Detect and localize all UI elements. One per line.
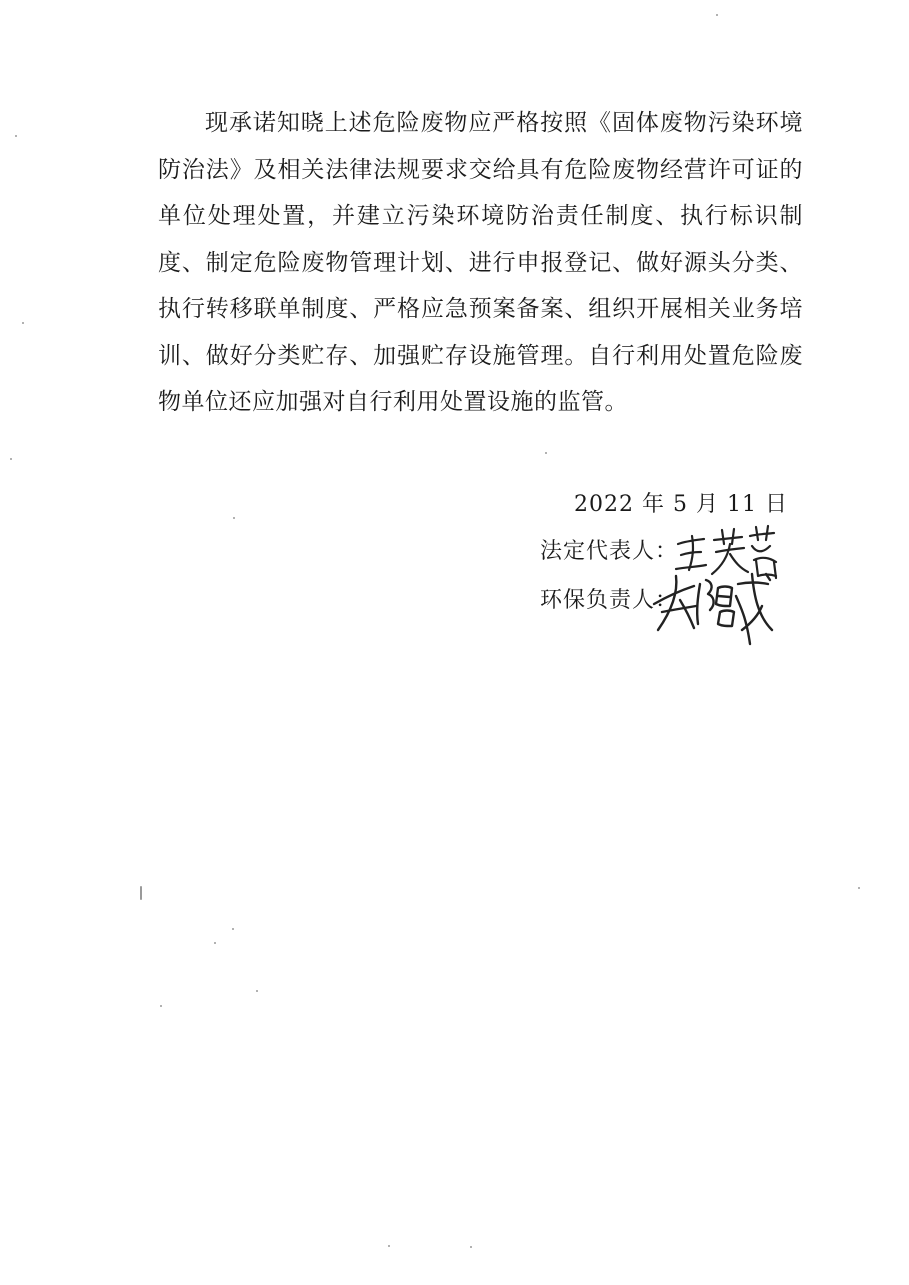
environmental-manager-signature bbox=[650, 566, 780, 646]
environmental-manager-label: 环保负责人： bbox=[540, 588, 679, 613]
scan-speck bbox=[22, 322, 24, 324]
scan-speck bbox=[160, 1005, 162, 1007]
scan-speck bbox=[232, 928, 234, 930]
scan-speck bbox=[858, 887, 860, 889]
signing-date: 2022 年 5 月 11 日 bbox=[574, 492, 788, 517]
scan-speck bbox=[233, 517, 235, 519]
legal-representative-label: 法定代表人： bbox=[540, 539, 679, 564]
commitment-paragraph: 现承诺知晓上述危险废物应严格按照《固体废物污染环境防治法》及相关法律法规要求交给具有危险废物经营许可证的单位处理处置，并建立污染环境防治责任制度、执行标识制度、制定危险废物管理计划、进行申报登记、做好源头分类、执行转移联单制度、严格应急预案备案、组织开展相关业务培训、做好分类贮存、加强贮存设施管理。自行利用处置危险废物单位还应加强对自行利用处置设施的监管。 bbox=[158, 110, 803, 415]
scan-speck bbox=[388, 1245, 390, 1247]
scan-speck bbox=[256, 990, 258, 992]
scan-speck bbox=[545, 452, 547, 454]
scan-speck bbox=[470, 1246, 472, 1248]
scan-speck bbox=[140, 886, 142, 900]
scan-speck bbox=[716, 14, 718, 16]
scan-speck bbox=[10, 458, 12, 460]
scan-speck bbox=[214, 942, 216, 944]
scan-speck bbox=[15, 135, 17, 137]
